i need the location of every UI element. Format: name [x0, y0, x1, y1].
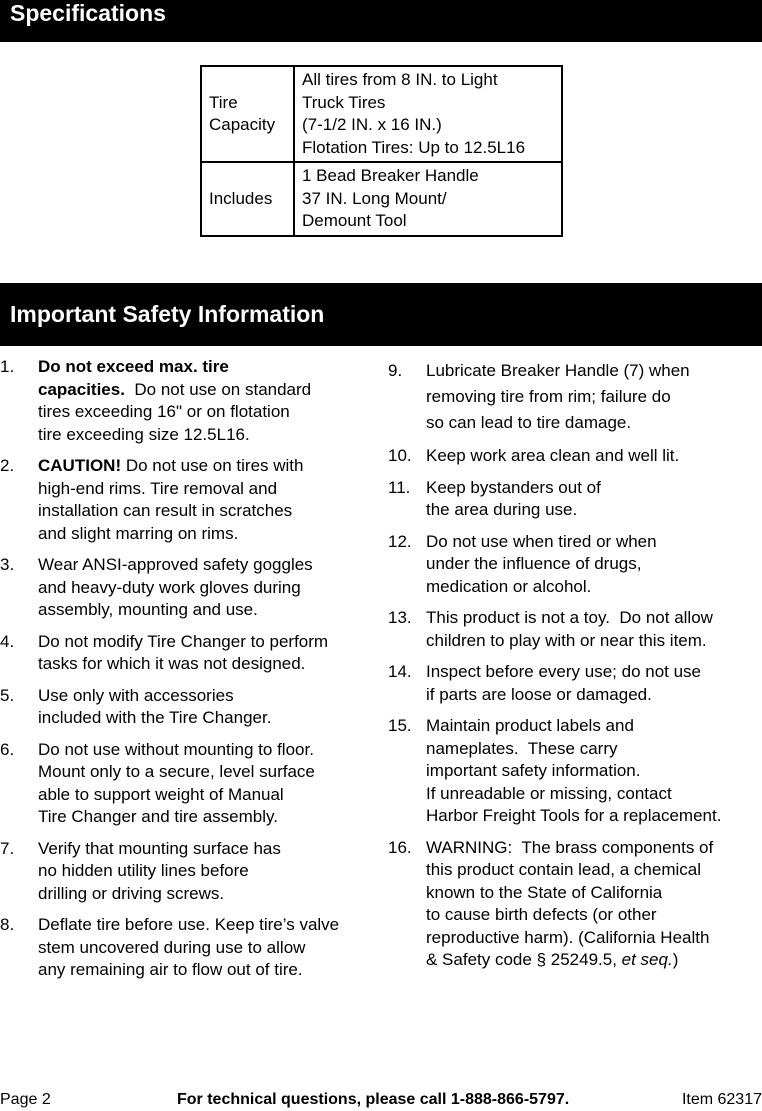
safety-item-number: 11.: [388, 477, 411, 497]
safety-item-number: 3.: [0, 555, 15, 574]
safety-item-text: to cause birth defects (or other: [426, 905, 657, 924]
safety-item-text: children to play with or near this item.: [426, 630, 707, 650]
safety-item-text: Use only with accessories: [38, 685, 234, 705]
safety-item-number: 2.: [0, 456, 15, 475]
safety-item-line: [426, 358, 762, 384]
safety-item-text: drilling or driving screws.: [38, 883, 225, 903]
safety-item-line: [38, 653, 372, 676]
spec-row: [201, 66, 562, 162]
safety-item: [0, 356, 372, 446]
safety-item-text: and slight marring on rims.: [38, 523, 239, 543]
safety-item-text: high-end rims. Tire removal and: [38, 478, 278, 498]
safety-item-line: [38, 914, 372, 937]
safety-item-line: [426, 783, 762, 806]
spec-value-line: Flotation Tires: Up to 12.5L16: [302, 137, 526, 157]
spec-value-line: 1 Bead Breaker Handle: [302, 166, 479, 185]
safety-item-text: Do not use on tires with: [121, 456, 304, 475]
safety-item-line: [38, 631, 372, 654]
safety-item-line: [426, 384, 762, 410]
safety-item-text: WARNING: The brass components of: [426, 837, 714, 857]
safety-item-line: [426, 531, 762, 554]
safety-item-number: 9.: [388, 361, 403, 380]
safety-item-text: et seq.: [621, 950, 673, 969]
safety-item-line: [38, 707, 372, 730]
safety-item-text: ): [672, 950, 679, 969]
safety-item-line: [38, 838, 372, 861]
safety-item-line: [38, 599, 372, 622]
safety-item-line: [38, 379, 372, 402]
safety-item-line: [38, 554, 372, 577]
safety-item-text: no hidden utility lines before: [38, 861, 249, 880]
safety-item: [0, 455, 372, 545]
safety-item-text: capacities.: [38, 379, 125, 399]
safety-item-text: Do not modify Tire Changer to perform: [38, 631, 329, 651]
safety-item-text: this product contain lead, a chemical: [426, 860, 701, 879]
safety-item-text: Keep bystanders out of: [426, 477, 601, 497]
safety-item-line: [38, 478, 372, 501]
safety-item: [0, 554, 372, 622]
safety-item-line: [426, 499, 762, 522]
spec-row: [201, 162, 562, 236]
safety-item-line: [38, 577, 372, 600]
safety-item: [0, 914, 372, 982]
safety-item-number: 4.: [0, 631, 15, 651]
safety-item-line: [426, 661, 762, 684]
safety-item-number: 15.: [388, 716, 412, 735]
safety-item-text: If unreadable or missing, contact: [426, 783, 672, 803]
safety-item-text: Do not use when tired or when: [426, 531, 657, 551]
safety-item-line: [38, 937, 372, 960]
safety-item-line: [426, 738, 762, 761]
safety-item-text: Tire Changer and tire assembly.: [38, 807, 278, 826]
safety-item: [388, 358, 762, 436]
safety-item-text: Deflate tire before use. Keep tire’s valve: [38, 915, 340, 934]
spec-value-line: All tires from 8 IN. to Light: [302, 70, 498, 89]
safety-item: [388, 531, 762, 599]
safety-item-line: [38, 401, 372, 424]
safety-item-text: Inspect before every use; do not use: [426, 662, 702, 681]
safety-item-number: 1.: [0, 357, 15, 376]
safety-item: [388, 445, 762, 468]
safety-item-line: [38, 883, 372, 906]
safety-item-line: [426, 715, 762, 738]
safety-list-right-column: [388, 358, 762, 981]
safety-item-line: [426, 837, 762, 860]
safety-item: [388, 715, 762, 828]
safety-information-header: Important Safety Information: [0, 283, 762, 346]
safety-item-line: [426, 684, 762, 707]
safety-item-text: Wear ANSI-approved safety goggles: [38, 555, 313, 574]
safety-item-text: Verify that mounting surface has: [38, 838, 281, 858]
spec-label-line: Includes: [209, 188, 273, 208]
safety-item-number: 13.: [388, 608, 412, 627]
safety-item-text: the area during use.: [426, 500, 578, 519]
safety-item-text: so can lead to tire damage.: [426, 413, 632, 432]
safety-item-text: important safety information.: [426, 761, 641, 780]
safety-item-line: [38, 959, 372, 982]
safety-item-line: [426, 553, 762, 576]
safety-item-line: [38, 455, 372, 478]
safety-item-text: CAUTION!: [38, 456, 122, 475]
safety-item-line: [38, 685, 372, 708]
safety-item-line: [426, 576, 762, 599]
spec-value-line: Demount Tool: [302, 211, 407, 230]
safety-item-text: & Safety code § 25249.5,: [426, 950, 622, 969]
safety-item-line: [426, 630, 762, 653]
safety-item-text: installation can result in scratches: [38, 501, 293, 520]
safety-item-text: medication or alcohol.: [426, 576, 592, 596]
safety-item-number: 10.: [388, 446, 412, 465]
safety-item-text: removing tire from rim; failure do: [426, 387, 671, 406]
safety-item-line: [38, 356, 372, 379]
safety-item-text: known to the State of California: [426, 882, 663, 902]
page-number: Page 2: [0, 1091, 51, 1108]
safety-item-text: nameplates. These carry: [426, 738, 618, 758]
safety-item-line: [38, 784, 372, 807]
safety-item-line: [426, 607, 762, 630]
safety-item-line: [426, 904, 762, 927]
spec-label: [201, 162, 294, 236]
safety-item-line: [426, 410, 762, 436]
safety-item: [388, 661, 762, 706]
safety-item-line: [38, 500, 372, 523]
spec-value: [294, 66, 562, 162]
safety-item-number: 7.: [0, 838, 15, 858]
safety-item: [0, 739, 372, 829]
safety-item-text: if parts are loose or damaged.: [426, 684, 652, 704]
safety-item-line: [426, 805, 762, 828]
safety-item-line: [426, 445, 762, 468]
safety-item-line: [426, 477, 762, 500]
safety-item-line: [38, 739, 372, 762]
safety-item-text: stem uncovered during use to allow: [38, 937, 306, 957]
safety-item: [388, 477, 762, 522]
specifications-header: Specifications: [0, 0, 762, 42]
safety-item-number: 12.: [388, 531, 412, 551]
safety-item-number: 16.: [388, 837, 412, 857]
safety-item: [388, 837, 762, 972]
safety-item-text: Keep work area clean and well lit.: [426, 446, 680, 465]
safety-item-text: reproductive harm). (California Health: [426, 927, 710, 947]
safety-item: [0, 838, 372, 906]
safety-item-line: [426, 949, 762, 972]
page-footer: [0, 1089, 762, 1111]
safety-item-text: included with the Tire Changer.: [38, 708, 272, 727]
safety-item: [0, 631, 372, 676]
safety-item-text: tire exceeding size 12.5L16.: [38, 424, 250, 444]
safety-item-text: Maintain product labels and: [426, 716, 634, 735]
safety-list-left-column: [0, 356, 372, 991]
safety-item-line: [38, 761, 372, 784]
safety-item-text: Lubricate Breaker Handle (7) when: [426, 361, 690, 380]
spec-label-line: Tire: [209, 92, 238, 112]
safety-item-text: Do not use on standard: [124, 379, 312, 399]
spec-value-line: (7-1/2 IN. x 16 IN.): [302, 115, 442, 134]
safety-item-text: any remaining air to flow out of tire.: [38, 960, 303, 979]
spec-value: [294, 162, 562, 236]
safety-item-line: [38, 806, 372, 829]
spec-label: [201, 66, 294, 162]
safety-item-text: under the influence of drugs,: [426, 554, 642, 573]
safety-item-line: [426, 859, 762, 882]
safety-item-text: tasks for which it was not designed.: [38, 654, 306, 673]
safety-item-text: tires exceeding 16" or on flotation: [38, 402, 290, 421]
safety-item-line: [38, 424, 372, 447]
technical-support-phone: For technical questions, please call 1-888-866-5797.: [177, 1091, 570, 1108]
spec-label-line: Capacity: [209, 115, 276, 134]
safety-item-text: assembly, mounting and use.: [38, 600, 258, 619]
item-number: Item 62317: [681, 1091, 762, 1108]
safety-item-text: and heavy-duty work gloves during: [38, 577, 301, 597]
safety-item-line: [38, 860, 372, 883]
safety-item-number: 6.: [0, 739, 15, 759]
safety-item: [0, 685, 372, 730]
spec-value-line: 37 IN. Long Mount/: [302, 188, 447, 208]
specifications-table: [200, 65, 563, 237]
safety-item-number: 5.: [0, 685, 15, 705]
safety-item: [388, 607, 762, 652]
safety-item-line: [426, 760, 762, 783]
safety-item-text: able to support weight of Manual: [38, 784, 284, 804]
safety-item-line: [426, 927, 762, 950]
safety-item-line: [426, 882, 762, 905]
safety-item-text: Do not exceed max. tire: [38, 357, 229, 376]
safety-item-text: This product is not a toy. Do not allow: [426, 608, 713, 627]
spec-value-line: Truck Tires: [302, 92, 386, 112]
safety-item-number: 8.: [0, 915, 15, 934]
safety-item-text: Mount only to a secure, level surface: [38, 762, 315, 781]
safety-item-text: Do not use without mounting to floor.: [38, 739, 314, 759]
safety-item-number: 14.: [388, 662, 412, 681]
safety-item-line: [38, 523, 372, 546]
safety-item-text: Harbor Freight Tools for a replacement.: [426, 806, 722, 825]
